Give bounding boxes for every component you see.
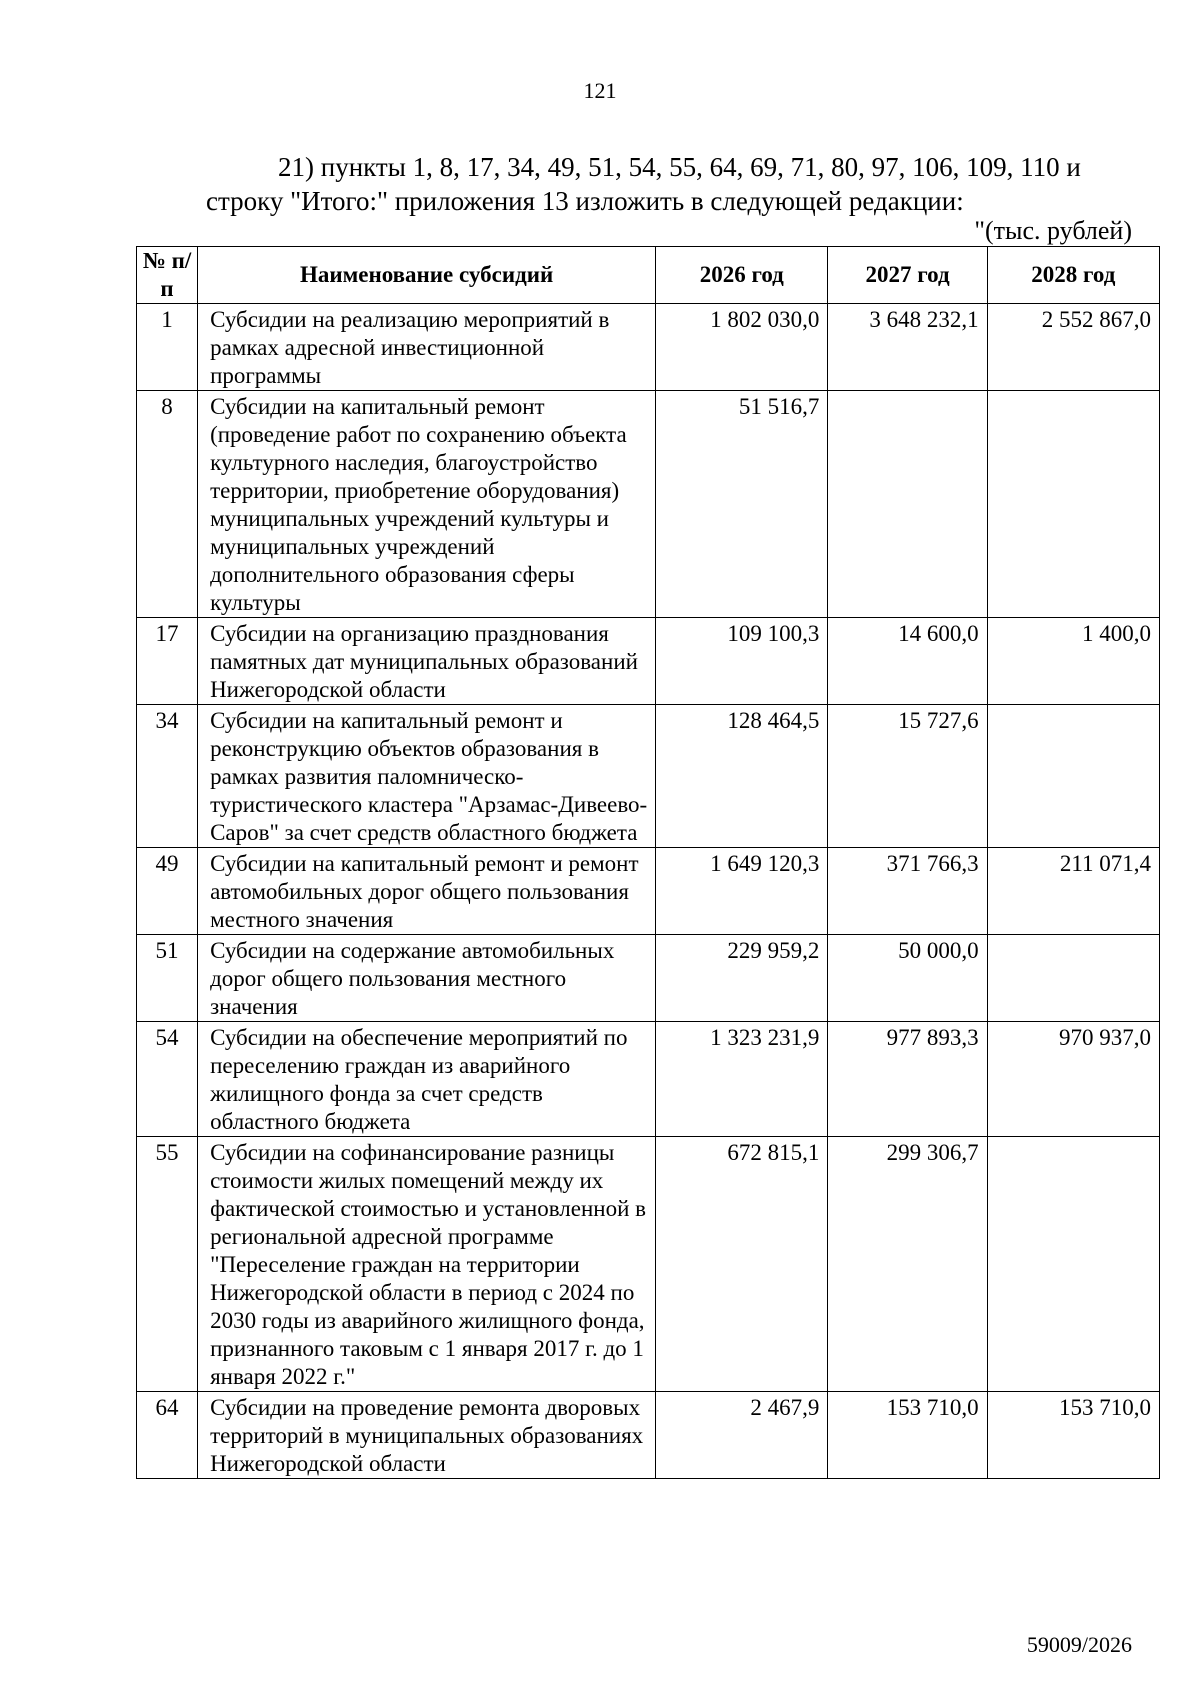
value-2026: 109 100,3 xyxy=(656,618,828,705)
value-2028: 970 937,0 xyxy=(987,1022,1159,1137)
value-2026: 1 649 120,3 xyxy=(656,848,828,935)
table-row xyxy=(137,705,1160,848)
table-header-row xyxy=(137,247,1160,304)
value-2028: 211 071,4 xyxy=(987,848,1159,935)
value-2026: 51 516,7 xyxy=(656,391,828,618)
subsidy-name: Субсидии на капитальный ремонт (проведение работ по сохранению объекта культурного наследия, благоустройство территории, приобретение оборудования) муниципальных учреждений культуры и муниципальных учреждений дополнительного образования сферы культуры xyxy=(198,391,656,618)
table-row xyxy=(137,304,1160,391)
value-2027: 50 000,0 xyxy=(828,935,987,1022)
header-name: Наименование субсидий xyxy=(198,247,656,304)
row-number: 55 xyxy=(137,1137,198,1392)
page-number: 121 xyxy=(583,78,617,103)
value-2028: 2 552 867,0 xyxy=(987,304,1159,391)
units-label: "(тыс. рублей) xyxy=(974,216,1132,245)
row-number: 49 xyxy=(137,848,198,935)
intro-line-1: 21) пункты 1, 8, 17, 34, 49, 51, 54, 55, 64, 69, 71, 80, 97, 106, 109, 110 и xyxy=(278,152,1081,182)
table-row xyxy=(137,1137,1160,1392)
table-row xyxy=(137,1392,1160,1479)
subsidies-table xyxy=(136,246,1160,1479)
table-row xyxy=(137,1022,1160,1137)
value-2028: 153 710,0 xyxy=(987,1392,1159,1479)
value-2026: 2 467,9 xyxy=(656,1392,828,1479)
header-2026: 2026 год xyxy=(656,247,828,304)
value-2028 xyxy=(987,705,1159,848)
value-2026: 672 815,1 xyxy=(656,1137,828,1392)
row-number: 1 xyxy=(137,304,198,391)
subsidy-name: Субсидии на содержание автомобильных дорог общего пользования местного значения xyxy=(198,935,656,1022)
row-number: 54 xyxy=(137,1022,198,1137)
value-2028 xyxy=(987,935,1159,1022)
row-number: 8 xyxy=(137,391,198,618)
value-2027: 14 600,0 xyxy=(828,618,987,705)
value-2027: 299 306,7 xyxy=(828,1137,987,1392)
subsidy-name: Субсидии на проведение ремонта дворовых территорий в муниципальных образованиях Нижегородской области xyxy=(198,1392,656,1479)
table-row xyxy=(137,618,1160,705)
value-2027: 977 893,3 xyxy=(828,1022,987,1137)
value-2027 xyxy=(828,391,987,618)
subsidy-name: Субсидии на капитальный ремонт и реконструкцию объектов образования в рамках развития паломническо-туристического кластера "Арзамас-Дивеево-Саров" за счет средств областного бюджета xyxy=(198,705,656,848)
document-code: 59009/2026 xyxy=(1026,1632,1132,1657)
intro-line-2: строку "Итого:" приложения 13 изложить в следующей редакции: xyxy=(206,186,964,216)
subsidy-name: Субсидии на софинансирование разницы стоимости жилых помещений между их фактической стоимостью и установленной в региональной адресной программе "Переселение граждан на территории Нижегородской области в период с 2024 по 2030 годы из аварийного жилищного фонда, признанного таковым с 1 января 2017 г. до 1 января 2022 г." xyxy=(198,1137,656,1392)
subsidy-name: Субсидии на организацию празднования памятных дат муниципальных образований Нижегородской области xyxy=(198,618,656,705)
value-2026: 1 323 231,9 xyxy=(656,1022,828,1137)
value-2026: 229 959,2 xyxy=(656,935,828,1022)
value-2026: 128 464,5 xyxy=(656,705,828,848)
value-2028 xyxy=(987,1137,1159,1392)
header-2027: 2027 год xyxy=(828,247,987,304)
subsidy-name: Субсидии на обеспечение мероприятий по переселению граждан из аварийного жилищного фонда за счет средств областного бюджета xyxy=(198,1022,656,1137)
value-2027: 15 727,6 xyxy=(828,705,987,848)
value-2028: 1 400,0 xyxy=(987,618,1159,705)
value-2027: 371 766,3 xyxy=(828,848,987,935)
row-number: 34 xyxy=(137,705,198,848)
header-num: № п/п xyxy=(137,247,198,304)
row-number: 64 xyxy=(137,1392,198,1479)
row-number: 51 xyxy=(137,935,198,1022)
value-2027: 3 648 232,1 xyxy=(828,304,987,391)
value-2027: 153 710,0 xyxy=(828,1392,987,1479)
table-row xyxy=(137,391,1160,618)
table-row xyxy=(137,935,1160,1022)
header-2028: 2028 год xyxy=(987,247,1159,304)
subsidy-name: Субсидии на капитальный ремонт и ремонт автомобильных дорог общего пользования местного значения xyxy=(198,848,656,935)
value-2026: 1 802 030,0 xyxy=(656,304,828,391)
subsidy-name: Субсидии на реализацию мероприятий в рамках адресной инвестиционной программы xyxy=(198,304,656,391)
table-row xyxy=(137,848,1160,935)
value-2028 xyxy=(987,391,1159,618)
intro-paragraph xyxy=(206,150,1136,218)
row-number: 17 xyxy=(137,618,198,705)
